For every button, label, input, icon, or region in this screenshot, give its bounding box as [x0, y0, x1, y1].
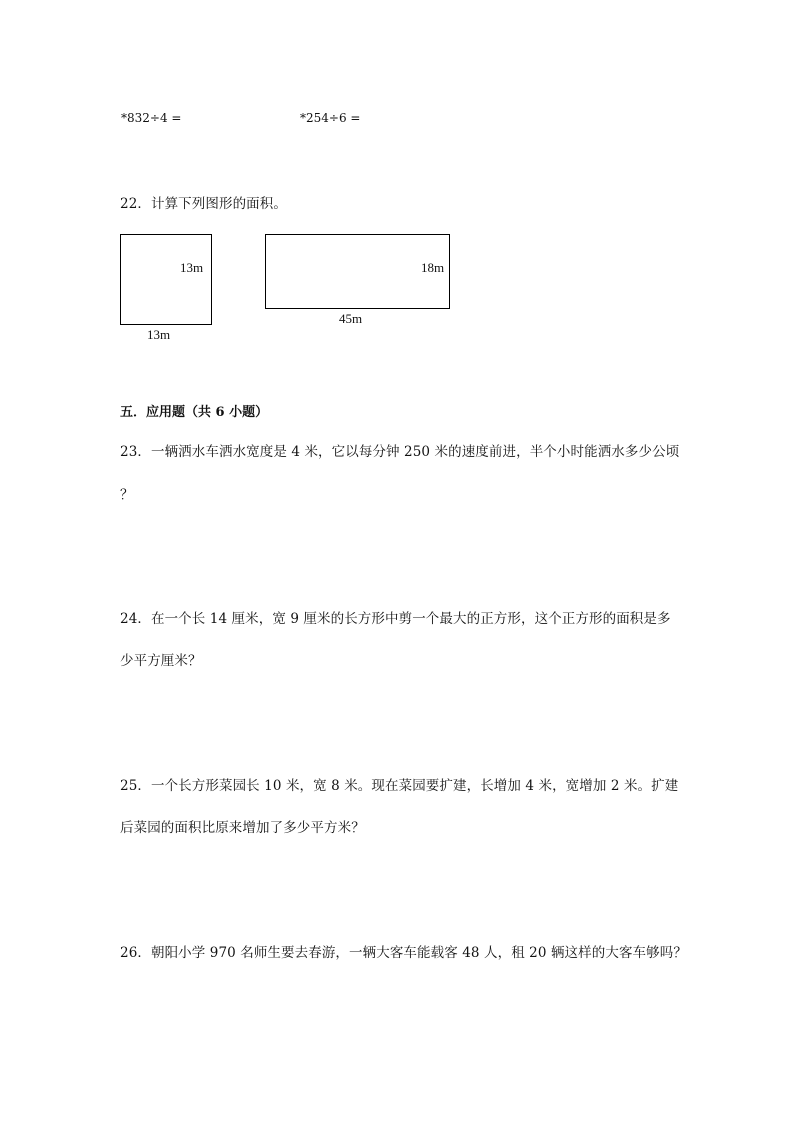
question-23-line1: 23．一辆洒水车洒水宽度是 4 米，它以每分钟 250 米的速度前进，半个小时能洒水多少公顷 [120, 444, 680, 460]
question-26: 26．朝阳小学 970 名师生要去春游，一辆大客车能载客 48 人，租 20 辆这样的大客车够吗？ [120, 945, 687, 961]
question-24-line2: 少平方厘米？ [120, 653, 202, 669]
question-25-line2: 后菜园的面积比原来增加了多少平方米？ [120, 820, 365, 836]
question-24-line1: 24．在一个长 14 厘米，宽 9 厘米的长方形中剪一个最大的正方形，这个正方形的面积是多 [120, 611, 671, 627]
calc-item-254: *254÷6 = [300, 111, 361, 125]
rectangle-bottom-label: 45m [339, 311, 363, 326]
question-23-line2: ？ [120, 487, 134, 503]
square-side-label: 13m [180, 260, 204, 275]
question-25-line1: 25．一个长方形菜园长 10 米，宽 8 米。现在菜园要扩建，长增加 4 米，宽增加 2 米。扩建 [120, 778, 679, 794]
rectangle-side-label: 18m [421, 260, 445, 275]
section-title: 五．应用题（共 6 小题） [120, 405, 269, 420]
square-figure [120, 234, 212, 325]
calc-item-832: *832÷4 = [121, 111, 182, 125]
question-22: 22．计算下列图形的面积。 [120, 196, 287, 212]
square-bottom-label: 13m [147, 327, 171, 342]
